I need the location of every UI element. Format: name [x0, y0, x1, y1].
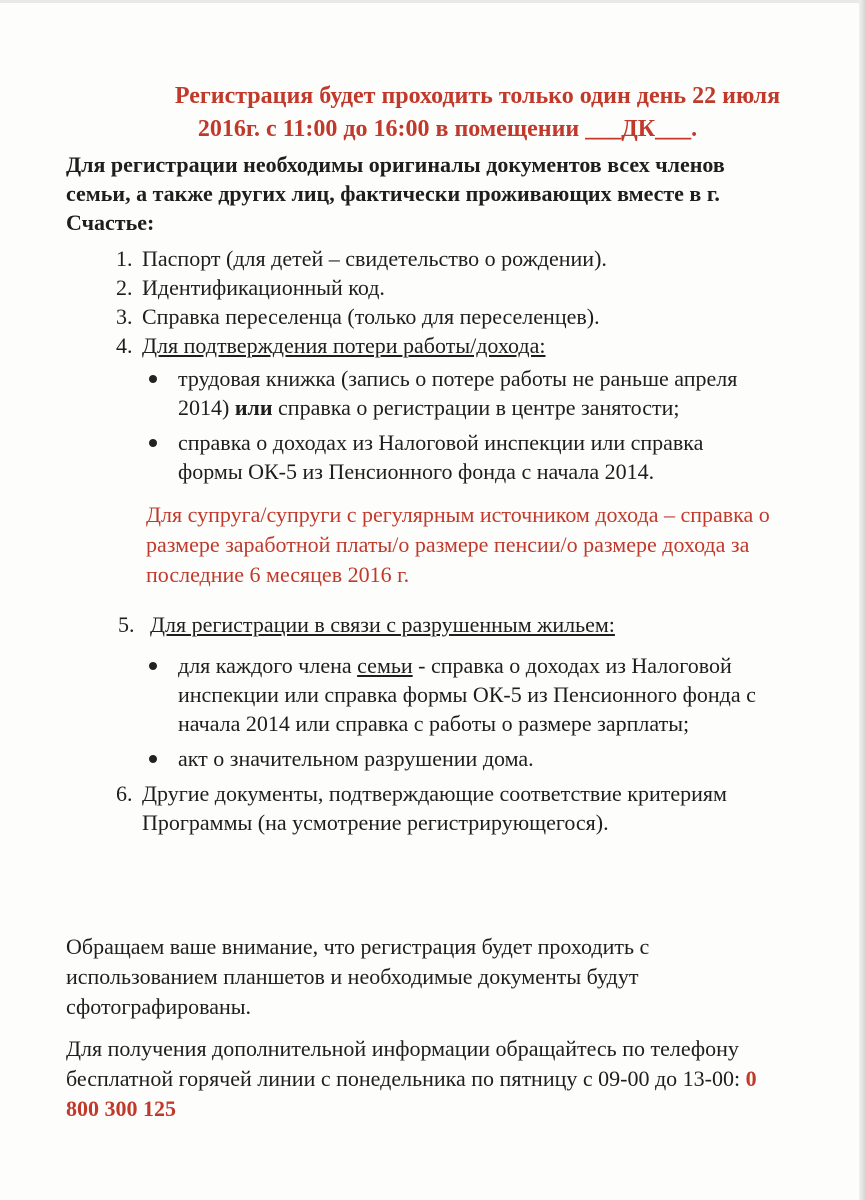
- list-item: [116, 610, 796, 639]
- intro-paragraph: Для регистрации необходимы оригиналы документов всех членов семьи, а также других лиц, фактически проживающих вместе в г. Счастье:: [66, 152, 725, 235]
- bullet-item: [116, 428, 768, 486]
- bullet-text: справка о доходах из Налоговой инспекции или справка формы ОК-5 из Пенсионного фонда с начала 2014.: [178, 430, 704, 484]
- bullet-item: [116, 364, 768, 422]
- item-number: 4.: [116, 333, 133, 358]
- bullet-item: [116, 651, 768, 738]
- list-item: [116, 244, 796, 273]
- list-item: [116, 273, 796, 302]
- notice-paragraph: Обращаем ваше внимание, что регистрация будет проходить с использованием планшетов и необходимые документы будут сфотографированы.: [66, 934, 650, 1019]
- bullet-text: трудовая книжка (запись о потере работы не раньше апреля 2014): [178, 366, 738, 420]
- bullet-bold-word: или: [234, 395, 273, 420]
- income-loss-bullets: [116, 364, 796, 486]
- hotline-phone: 0 800 300 125: [66, 1066, 757, 1121]
- bullet-item: [116, 744, 768, 773]
- item-text: Другие документы, подтверждающие соответствие критериям Программы (на усмотрение регистрирующегося).: [142, 781, 727, 835]
- header-line-1: Регистрация будет проходить только один день 22 июля: [174, 83, 781, 109]
- item-number: 1.: [116, 246, 133, 271]
- list-item: [116, 302, 796, 331]
- documents-list: [116, 244, 796, 837]
- contact-text: Для получения дополнительной информации обращайтесь по телефону бесплатной горячей линии с понедельника по пятницу с 09-00 до 13-00:: [66, 1036, 741, 1091]
- list-item: [116, 779, 796, 837]
- item-title-income-loss: Для подтверждения потери работы/дохода:: [142, 333, 546, 358]
- item-text: Идентификационный код.: [142, 275, 385, 300]
- destroyed-housing-bullets: [116, 651, 796, 773]
- scan-edge-right: [859, 0, 865, 1200]
- bullet-text: акт о значительном разрушении дома.: [178, 746, 534, 771]
- item-number: 6.: [116, 781, 133, 806]
- item-number: 5.: [118, 612, 135, 637]
- bullet-underlined-word: семьи: [357, 653, 413, 678]
- list-item: [116, 331, 796, 360]
- header-line-2: 2016г. с 11:00 до 16:00 в помещении ___ДК___.: [197, 116, 698, 142]
- bullet-text: - справка о доходах из Налоговой инспекции или справка формы ОК-5 из Пенсионного фонда с начала 2014 или справка с работы о размере зарплаты;: [178, 653, 756, 736]
- item-text: Паспорт (для детей – свидетельство о рождении).: [142, 246, 607, 271]
- bullet-text: для каждого члена: [178, 653, 352, 678]
- item-title-destroyed-housing: Для регистрации в связи с разрушенным жильем:: [150, 612, 615, 637]
- scan-edge-top: [0, 0, 865, 3]
- item-number: 3.: [116, 304, 133, 329]
- bullet-text: справка о регистрации в центре занятости;: [278, 395, 680, 420]
- item-text: Справка переселенца (только для переселенцев).: [142, 304, 600, 329]
- registration-header: [80, 80, 815, 146]
- spouse-income-note: Для супруга/супруги с регулярным источником дохода – справка о размере заработной платы/о размере пенсии/о размере дохода за последние 6 месяцев 2016 г.: [146, 502, 770, 587]
- contact-paragraph: [66, 1034, 786, 1124]
- item-number: 2.: [116, 275, 133, 300]
